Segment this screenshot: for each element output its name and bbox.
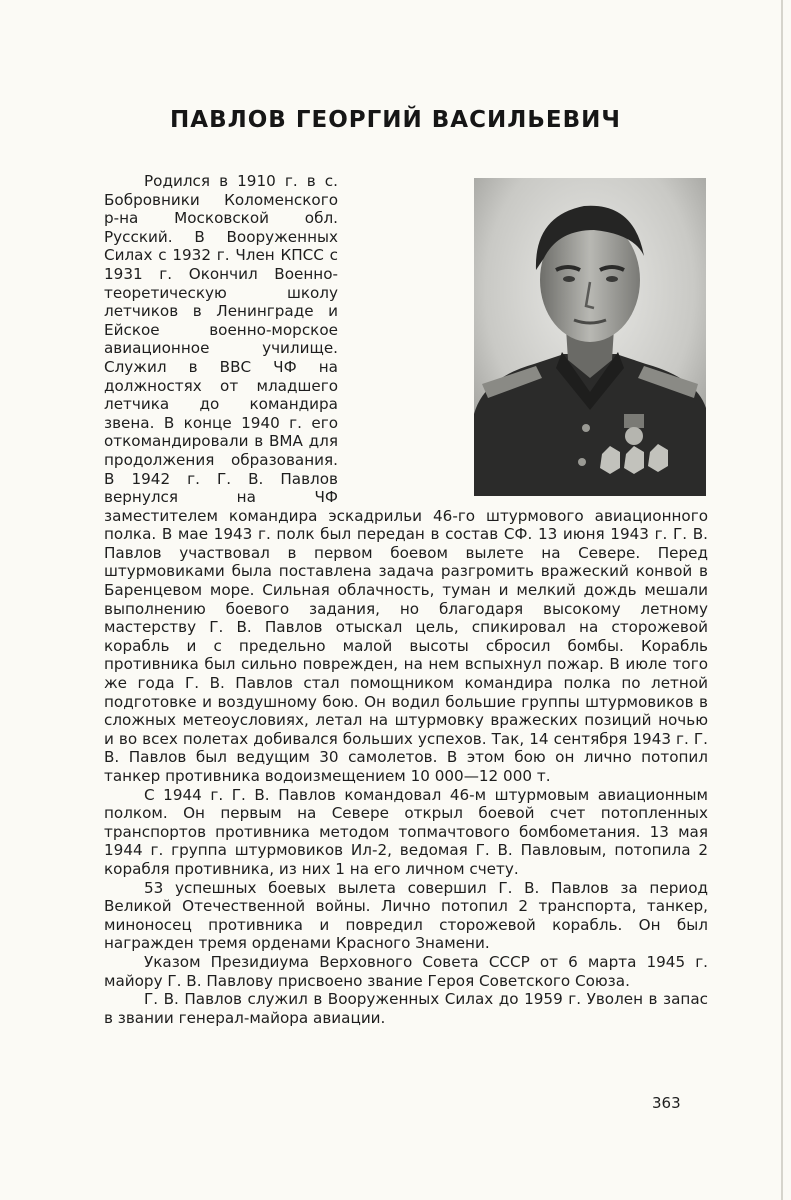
page-title: ПАВЛОВ ГЕОРГИЙ ВАСИЛЬЕВИЧ [170,107,621,134]
page-edge [781,0,783,1200]
paragraph: Указом Президиума Верховного Совета СССР от 6 марта 1945 г. майору Г. В. Павлову присвоено звание Героя Советского Союза. [104,952,708,990]
paragraph: С 1944 г. Г. В. Павлов командовал 46-м штурмовым авиационным полком. Он первым на Севере открыл боевой счет потопленных транспортов противника методом топмачтового бомбометания. 13 мая 1944 г. группа штурмовиков Ил-2, ведомая Г. В. Павловым, потопила 2 корабля противника, из них 1 на его личном счету. [104,785,708,878]
page-number: 363 [652,1094,681,1112]
paragraph: 53 успешных боевых вылета совершил Г. В. Павлов за период Великой Отечественной войны. Лично потопил 2 транспорта, танкер, миноносец противника и повредил сторожевой корабль. Он был награжден тремя орденами Красного Знамени. [104,878,708,953]
photo-float-spacer [338,172,708,502]
biography-text [104,172,708,1027]
paragraph: Родился в 1910 г. в с. Бобровники Коломенского р-на Московской обл. Русский. В Вооруженных Силах с 1932 г. Член КПСС с 1931 г. Окончил Военно-теоретическую школу летчиков в Ленинграде и Ейское военно-морское авиационное училище. Служил в ВВС ЧФ на должностях от младшего летчика до командира звена. В конце 1940 г. его откомандировали в ВМА для продолжения образования. В 1942 г. Г. В. Павлов вернулся на ЧФ заместителем командира эскадрильи 46-го штурмового авиационного полка. В мае 1943 г. полк был передан в состав СФ. 13 июня 1943 г. Г. В. Павлов участвовал в первом боевом вылете на Севере. Перед штурмовиками была поставлена задача разгромить вражеский конвой в Баренцевом море. Сильная облачность, туман и мелкий дождь мешали выполнению боевого задания, но благодаря высокому летному мастерству Г. В. Павлов отыскал цель, спикировал на сторожевой корабль и с предельно малой высоты сбросил бомбы. Корабль противника был сильно поврежден, на нем вспыхнул пожар. В июле того же года Г. В. Павлов стал помощником командира полка по летной подготовке и воздушному бою. Он водил большие группы штурмовиков в сложных метеоусловиях, летал на штурмовку вражеских позиций ночью и во всех полетах добивался больших успехов. Так, 14 сентября 1943 г. Г. В. Павлов был ведущим 30 самолетов. В этом бою он лично потопил танкер противника водоизмещением 10 000—12 000 т. [104,172,708,785]
paragraph: Г. В. Павлов служил в Вооруженных Силах до 1959 г. Уволен в запас в звании генерал-майора авиации. [104,990,708,1027]
